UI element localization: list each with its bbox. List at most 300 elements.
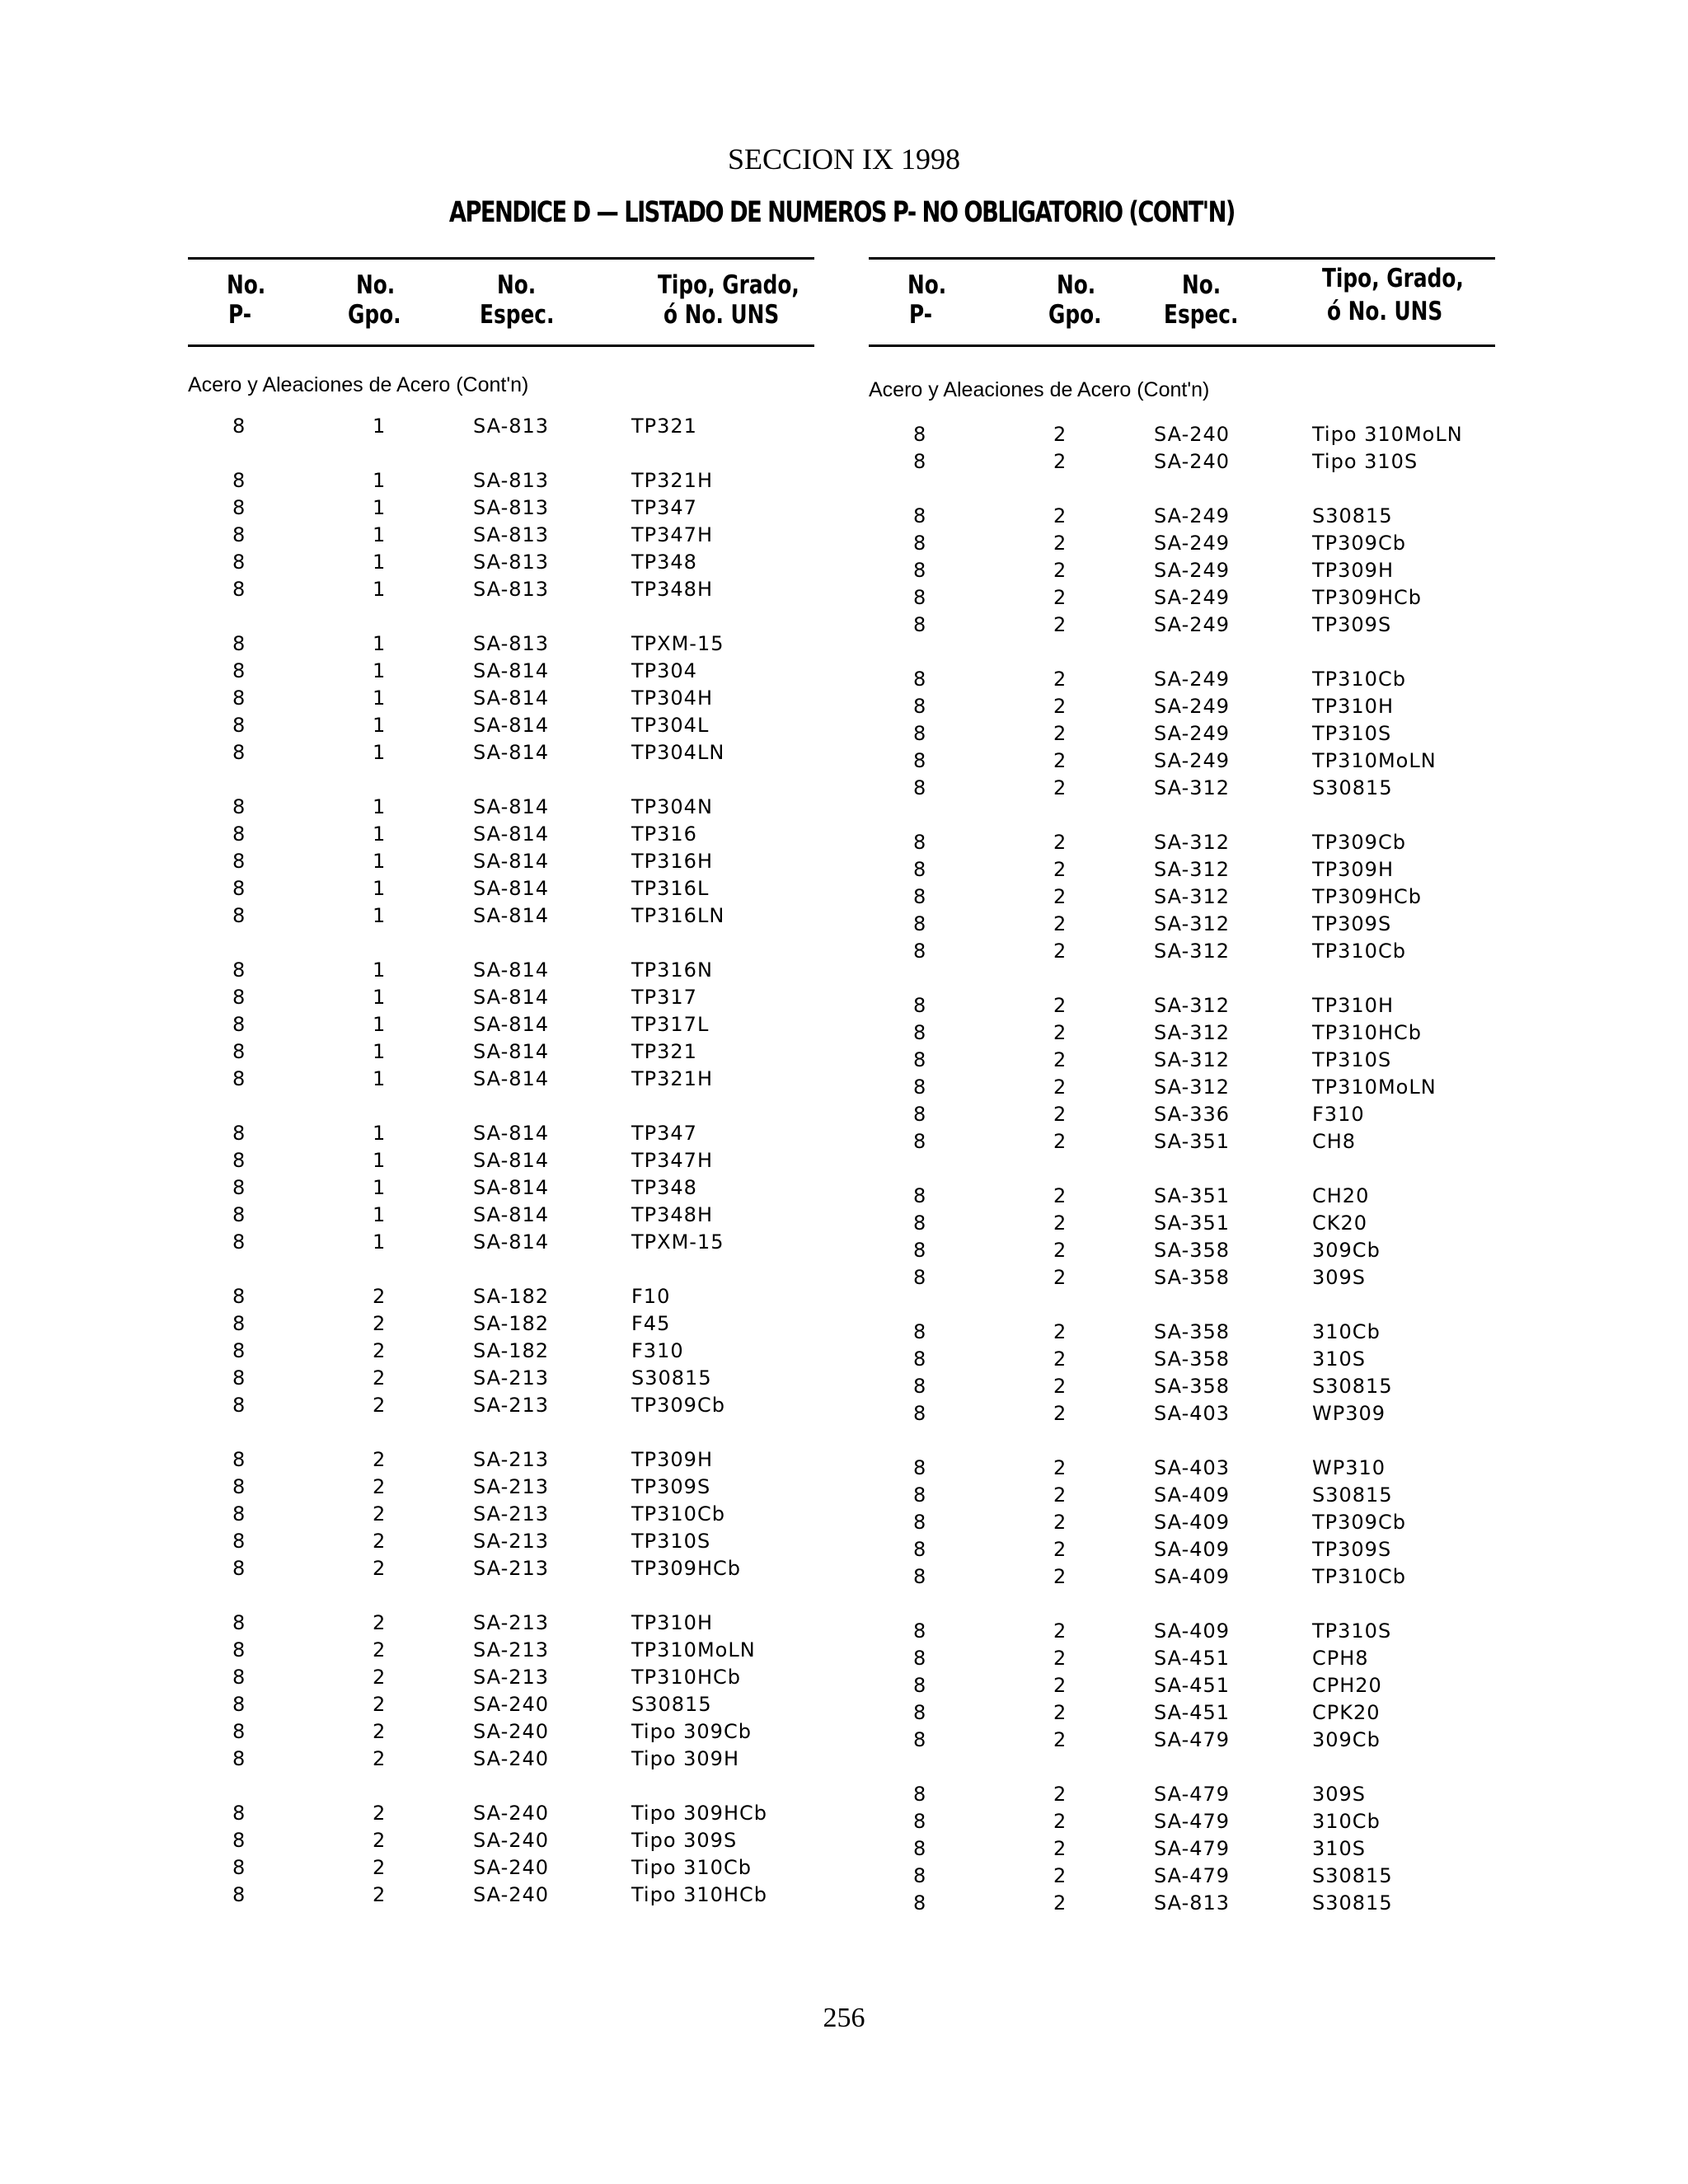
grade-cell: F10 — [631, 1285, 671, 1308]
group-number-cell: 2 — [1053, 749, 1067, 772]
grade-cell: TP310MoLN — [1312, 749, 1437, 772]
spec-number-cell: SA-213 — [473, 1448, 550, 1471]
grade-cell: TP309S — [1312, 613, 1392, 636]
spec-number-cell: SA-814 — [473, 714, 550, 737]
p-number-cell: 8 — [913, 1701, 927, 1724]
p-number-cell: 8 — [913, 1048, 927, 1071]
table-row — [869, 668, 1495, 695]
spec-number-cell: SA-240 — [473, 1829, 550, 1852]
group-number-cell: 2 — [1053, 1456, 1067, 1479]
spec-number-cell: SA-813 — [473, 523, 550, 546]
group-number-cell: 2 — [1053, 1701, 1067, 1724]
grade-cell: TP309Cb — [1312, 831, 1406, 854]
grade-cell: 310S — [1312, 1837, 1367, 1860]
grade-cell: Tipo 309H — [631, 1747, 739, 1770]
spec-number-cell: SA-182 — [473, 1339, 550, 1362]
p-number-cell: 8 — [232, 1475, 246, 1498]
spec-number-cell: SA-249 — [1154, 613, 1231, 636]
grade-cell: TP310HCb — [631, 1666, 741, 1689]
p-number-cell: 8 — [913, 1239, 927, 1262]
p-number-cell: 8 — [913, 1103, 927, 1126]
table-row — [188, 632, 814, 659]
group-number-cell: 2 — [1053, 695, 1067, 718]
table-row — [869, 695, 1495, 722]
grade-cell: S30815 — [1312, 504, 1393, 527]
spec-number-cell: SA-814 — [473, 659, 550, 682]
p-number-cell: 8 — [913, 423, 927, 446]
row-group — [188, 469, 814, 605]
header-tipo-line1: Tipo, Grado, — [658, 270, 799, 300]
grade-cell: Tipo 309HCb — [631, 1802, 767, 1825]
group-number-cell: 2 — [373, 1312, 387, 1335]
grade-cell: 310S — [1312, 1347, 1367, 1371]
grade-cell: TP321H — [631, 469, 713, 492]
row-group — [188, 1285, 814, 1421]
grade-cell: Tipo 309S — [631, 1829, 738, 1852]
p-number-cell: 8 — [913, 1511, 927, 1534]
column-headers — [188, 260, 814, 344]
spec-number-cell: SA-213 — [473, 1666, 550, 1689]
group-number-cell: 2 — [1053, 940, 1067, 963]
table-row — [188, 1067, 814, 1094]
group-number-cell: 2 — [1053, 722, 1067, 745]
spec-number-cell: SA-451 — [1154, 1674, 1231, 1697]
grade-cell: TP304LN — [631, 741, 725, 764]
grade-cell: Tipo 310Cb — [631, 1856, 752, 1879]
spec-number-cell: SA-312 — [1154, 1021, 1231, 1044]
group-number-cell: 2 — [1053, 1266, 1067, 1289]
spec-number-cell: SA-814 — [473, 1122, 550, 1145]
table-row — [869, 1212, 1495, 1239]
group-number-cell: 2 — [1053, 1837, 1067, 1860]
group-number-cell: 1 — [373, 415, 387, 438]
group-number-cell: 2 — [1053, 1048, 1067, 1071]
spec-number-cell: SA-813 — [473, 415, 550, 438]
grade-cell: TP347 — [631, 496, 697, 519]
p-number-cell: 8 — [232, 1638, 246, 1661]
grade-cell: TP309H — [1312, 858, 1394, 881]
grade-cell: Tipo 310S — [1312, 450, 1418, 473]
group-number-cell: 1 — [373, 714, 387, 737]
table-row — [188, 578, 814, 605]
group-number-cell: 1 — [373, 496, 387, 519]
group-number-cell: 2 — [1053, 1021, 1067, 1044]
group-number-cell: 1 — [373, 578, 387, 601]
spec-number-cell: SA-312 — [1154, 994, 1231, 1017]
table-row — [869, 994, 1495, 1021]
p-number-cell: 8 — [232, 1230, 246, 1254]
spec-number-cell: SA-182 — [473, 1285, 550, 1308]
group-number-cell: 2 — [1053, 994, 1067, 1017]
grade-cell: S30815 — [1312, 1891, 1393, 1915]
spec-number-cell: SA-312 — [1154, 1076, 1231, 1099]
grade-cell: F45 — [631, 1312, 671, 1335]
grade-cell: TP348 — [631, 1176, 697, 1199]
table-row — [869, 1783, 1495, 1810]
grade-cell: TP310Cb — [1312, 668, 1406, 691]
spec-number-cell: SA-240 — [473, 1720, 550, 1743]
table-row — [869, 1402, 1495, 1429]
row-group — [869, 1783, 1495, 1919]
group-number-cell: 2 — [1053, 1130, 1067, 1153]
p-number-cell: 8 — [232, 1366, 246, 1390]
row-group — [869, 1456, 1495, 1592]
table-row — [188, 823, 814, 850]
group-number-cell: 2 — [373, 1530, 387, 1553]
group-number-cell: 2 — [1053, 831, 1067, 854]
p-number-cell: 8 — [913, 504, 927, 527]
table-row — [188, 958, 814, 986]
table-row — [869, 1728, 1495, 1755]
spec-number-cell: SA-814 — [473, 850, 550, 873]
row-group — [188, 958, 814, 1094]
p-number-cell: 8 — [232, 714, 246, 737]
table-row — [869, 776, 1495, 804]
p-number-cell: 8 — [232, 795, 246, 818]
table-row — [188, 1230, 814, 1258]
p-number-cell: 8 — [232, 1176, 246, 1199]
group-number-cell: 2 — [1053, 1810, 1067, 1833]
group-number-cell: 1 — [373, 551, 387, 574]
spec-number-cell: SA-409 — [1154, 1511, 1231, 1534]
grade-cell: TP310Cb — [1312, 1565, 1406, 1588]
grade-cell: TP316H — [631, 850, 713, 873]
table-row — [188, 1394, 814, 1421]
p-number-cell: 8 — [913, 1837, 927, 1860]
p-number-cell: 8 — [232, 1666, 246, 1689]
spec-number-cell: SA-814 — [473, 1230, 550, 1254]
p-number-cell: 8 — [232, 1611, 246, 1634]
grade-cell: TP310H — [1312, 695, 1394, 718]
left-table-body — [188, 415, 814, 1910]
group-number-cell: 2 — [373, 1285, 387, 1308]
table-row — [869, 1239, 1495, 1266]
grade-cell: TP310MoLN — [1312, 1076, 1437, 1099]
group-number-cell: 2 — [1053, 1184, 1067, 1207]
table-row — [188, 1475, 814, 1502]
table-row — [869, 1619, 1495, 1647]
grade-cell: TP317L — [631, 1013, 710, 1036]
table-row — [869, 1565, 1495, 1592]
row-group — [188, 1802, 814, 1910]
table-row — [188, 523, 814, 551]
spec-number-cell: SA-249 — [1154, 504, 1231, 527]
group-number-cell: 1 — [373, 741, 387, 764]
grade-cell: TP310H — [631, 1611, 713, 1634]
table-row — [188, 1203, 814, 1230]
spec-number-cell: SA-479 — [1154, 1783, 1231, 1806]
p-number-cell: 8 — [232, 1693, 246, 1716]
grade-cell: TP309S — [631, 1475, 711, 1498]
spec-number-cell: SA-312 — [1154, 885, 1231, 908]
grade-cell: TP309S — [1312, 1538, 1392, 1561]
group-number-cell: 1 — [373, 523, 387, 546]
grade-cell: WP309 — [1312, 1402, 1386, 1425]
header-no-espec-line2: Espec. — [480, 300, 555, 330]
p-number-cell: 8 — [232, 1285, 246, 1308]
grade-cell: TP310S — [631, 1530, 711, 1553]
table-row — [869, 1375, 1495, 1402]
p-number-cell: 8 — [232, 415, 246, 438]
p-number-cell: 8 — [232, 741, 246, 764]
spec-number-cell: SA-409 — [1154, 1619, 1231, 1643]
p-number-cell: 8 — [913, 1320, 927, 1343]
p-number-cell: 8 — [232, 1013, 246, 1036]
p-number-cell: 8 — [232, 877, 246, 900]
p-number-cell: 8 — [232, 1040, 246, 1063]
grade-cell: F310 — [1312, 1103, 1365, 1126]
grade-cell: CPH20 — [1312, 1674, 1382, 1697]
spec-number-cell: SA-358 — [1154, 1347, 1231, 1371]
table-row — [869, 1891, 1495, 1919]
table-row — [188, 1339, 814, 1366]
table-row — [869, 1103, 1495, 1130]
row-group — [869, 668, 1495, 804]
header-bottom-rule — [188, 344, 814, 347]
table-row — [188, 877, 814, 904]
table-row — [869, 559, 1495, 586]
section-label: Acero y Aleaciones de Acero (Cont'n) — [869, 378, 1210, 401]
table-row — [188, 1856, 814, 1883]
grade-cell: TP316N — [631, 958, 713, 982]
spec-number-cell: SA-213 — [473, 1502, 550, 1526]
group-number-cell: 1 — [373, 958, 387, 982]
p-number-cell: 8 — [913, 885, 927, 908]
group-number-cell: 2 — [1053, 1511, 1067, 1534]
group-number-cell: 2 — [373, 1666, 387, 1689]
row-group — [188, 1122, 814, 1258]
group-number-cell: 2 — [373, 1747, 387, 1770]
grade-cell: TP304L — [631, 714, 710, 737]
group-number-cell: 2 — [1053, 668, 1067, 691]
spec-number-cell: SA-479 — [1154, 1728, 1231, 1751]
header-tipo-line1: Tipo, Grado, — [1322, 264, 1464, 293]
group-number-cell: 2 — [1053, 423, 1067, 446]
p-number-cell: 8 — [913, 858, 927, 881]
grade-cell: CPK20 — [1312, 1701, 1381, 1724]
grade-cell: TP321 — [631, 1040, 697, 1063]
p-number-cell: 8 — [232, 1122, 246, 1145]
table-row — [869, 1647, 1495, 1674]
group-number-cell: 1 — [373, 469, 387, 492]
table-row — [188, 741, 814, 768]
table-row — [869, 1864, 1495, 1891]
table-row — [188, 1285, 814, 1312]
spec-number-cell: SA-814 — [473, 741, 550, 764]
table-row — [188, 1312, 814, 1339]
group-number-cell: 2 — [1053, 1783, 1067, 1806]
grade-cell: 309Cb — [1312, 1728, 1381, 1751]
spec-number-cell: SA-312 — [1154, 1048, 1231, 1071]
p-number-cell: 8 — [913, 1674, 927, 1697]
group-number-cell: 2 — [1053, 1483, 1067, 1507]
grade-cell: CH8 — [1312, 1130, 1357, 1153]
table-row — [188, 1040, 814, 1067]
spec-number-cell: SA-182 — [473, 1312, 550, 1335]
table-row — [869, 423, 1495, 450]
spec-number-cell: SA-312 — [1154, 858, 1231, 881]
grade-cell: S30815 — [631, 1366, 712, 1390]
group-number-cell: 1 — [373, 1203, 387, 1226]
header-no-gpo-line1: No. — [1057, 270, 1096, 300]
spec-number-cell: SA-336 — [1154, 1103, 1231, 1126]
p-number-cell: 8 — [913, 831, 927, 854]
group-number-cell: 2 — [1053, 1538, 1067, 1561]
header-no-espec-line2: Espec. — [1164, 300, 1239, 330]
grade-cell: S30815 — [631, 1693, 712, 1716]
spec-number-cell: SA-814 — [473, 877, 550, 900]
table-row — [869, 1483, 1495, 1511]
table-row — [869, 586, 1495, 613]
table-row — [869, 504, 1495, 532]
spec-number-cell: SA-814 — [473, 1149, 550, 1172]
spec-number-cell: SA-814 — [473, 1176, 550, 1199]
header-bottom-rule — [869, 344, 1495, 347]
table-row — [188, 904, 814, 931]
grade-cell: TP309Cb — [1312, 1511, 1406, 1534]
table-row — [869, 1837, 1495, 1864]
grade-cell: TP316LN — [631, 904, 725, 927]
p-number-cell: 8 — [232, 823, 246, 846]
grade-cell: TP310Cb — [631, 1502, 725, 1526]
p-number-cell: 8 — [232, 1448, 246, 1471]
grade-cell: TP347H — [631, 1149, 713, 1172]
row-group — [869, 1184, 1495, 1293]
table-row — [869, 858, 1495, 885]
grade-cell: CPH8 — [1312, 1647, 1369, 1670]
column-headers — [869, 260, 1495, 344]
spec-number-cell: SA-312 — [1154, 776, 1231, 799]
row-group — [869, 1619, 1495, 1755]
spec-number-cell: SA-312 — [1154, 940, 1231, 963]
p-number-cell: 8 — [232, 1394, 246, 1417]
grade-cell: TP348 — [631, 551, 697, 574]
p-number-cell: 8 — [913, 1538, 927, 1561]
table-row — [188, 1693, 814, 1720]
group-number-cell: 1 — [373, 904, 387, 927]
table-row — [869, 1130, 1495, 1157]
p-number-cell: 8 — [232, 1802, 246, 1825]
header-no-p-line1: No. — [227, 270, 266, 300]
right-table-body — [869, 423, 1495, 1919]
group-number-cell: 1 — [373, 1067, 387, 1090]
group-number-cell: 1 — [373, 1176, 387, 1199]
group-number-cell: 1 — [373, 986, 387, 1009]
grade-cell: 309S — [1312, 1266, 1367, 1289]
grade-cell: 309S — [1312, 1783, 1367, 1806]
group-number-cell: 2 — [1053, 1565, 1067, 1588]
spec-number-cell: SA-409 — [1154, 1565, 1231, 1588]
group-number-cell: 2 — [373, 1638, 387, 1661]
p-number-cell: 8 — [913, 1647, 927, 1670]
p-number-cell: 8 — [913, 749, 927, 772]
p-number-cell: 8 — [232, 632, 246, 655]
table-row — [188, 1720, 814, 1747]
group-number-cell: 1 — [373, 823, 387, 846]
spec-number-cell: SA-213 — [473, 1366, 550, 1390]
table-row — [869, 532, 1495, 559]
group-number-cell: 2 — [373, 1475, 387, 1498]
group-number-cell: 2 — [1053, 1239, 1067, 1262]
table-row — [869, 1810, 1495, 1837]
spec-number-cell: SA-358 — [1154, 1320, 1231, 1343]
p-number-cell: 8 — [913, 613, 927, 636]
p-number-cell: 8 — [232, 1203, 246, 1226]
spec-number-cell: SA-813 — [473, 469, 550, 492]
grade-cell: TP309Cb — [1312, 532, 1406, 555]
spec-number-cell: SA-814 — [473, 958, 550, 982]
group-number-cell: 1 — [373, 659, 387, 682]
p-number-cell: 8 — [913, 450, 927, 473]
group-number-cell: 2 — [373, 1856, 387, 1879]
grade-cell: TP309Cb — [631, 1394, 725, 1417]
spec-number-cell: SA-814 — [473, 795, 550, 818]
table-row — [188, 1802, 814, 1829]
group-number-cell: 2 — [1053, 1891, 1067, 1915]
grade-cell: TP309H — [1312, 559, 1394, 582]
grade-cell: TP309HCb — [1312, 586, 1422, 609]
group-number-cell: 2 — [373, 1557, 387, 1580]
spec-number-cell: SA-249 — [1154, 532, 1231, 555]
table-row — [188, 1747, 814, 1774]
spec-number-cell: SA-813 — [473, 632, 550, 655]
spec-number-cell: SA-358 — [1154, 1266, 1231, 1289]
table-row — [188, 1611, 814, 1638]
group-number-cell: 2 — [1053, 1647, 1067, 1670]
spec-number-cell: SA-358 — [1154, 1375, 1231, 1398]
grade-cell: TP317 — [631, 986, 697, 1009]
group-number-cell: 1 — [373, 1040, 387, 1063]
spec-number-cell: SA-814 — [473, 1203, 550, 1226]
group-number-cell: 2 — [1053, 613, 1067, 636]
group-number-cell: 2 — [373, 1883, 387, 1906]
group-number-cell: 2 — [1053, 776, 1067, 799]
group-number-cell: 1 — [373, 795, 387, 818]
p-number-cell: 8 — [913, 1184, 927, 1207]
p-number-cell: 8 — [232, 1747, 246, 1770]
group-number-cell: 2 — [1053, 885, 1067, 908]
group-number-cell: 1 — [373, 1230, 387, 1254]
p-number-cell: 8 — [913, 1021, 927, 1044]
grade-cell: S30815 — [1312, 1864, 1393, 1887]
table-row — [188, 1829, 814, 1856]
grade-cell: Tipo 309Cb — [631, 1720, 752, 1743]
p-number-cell: 8 — [232, 986, 246, 1009]
grade-cell: TP321 — [631, 415, 697, 438]
p-number-cell: 8 — [913, 668, 927, 691]
section-label: Acero y Aleaciones de Acero (Cont'n) — [188, 373, 529, 396]
p-number-cell: 8 — [232, 1856, 246, 1879]
spec-number-cell: SA-240 — [473, 1883, 550, 1906]
header-no-espec-line1: No. — [497, 270, 537, 300]
p-number-cell: 8 — [913, 776, 927, 799]
grade-cell: F310 — [631, 1339, 684, 1362]
spec-number-cell: SA-403 — [1154, 1456, 1231, 1479]
table-row — [869, 1347, 1495, 1375]
group-number-cell: 2 — [373, 1448, 387, 1471]
grade-cell: 310Cb — [1312, 1320, 1381, 1343]
grade-cell: TP348H — [631, 1203, 713, 1226]
grade-cell: 309Cb — [1312, 1239, 1381, 1262]
p-number-cell: 8 — [913, 559, 927, 582]
row-group — [188, 1448, 814, 1584]
spec-number-cell: SA-358 — [1154, 1239, 1231, 1262]
p-number-cell: 8 — [232, 687, 246, 710]
table-row — [188, 1883, 814, 1910]
table-row — [869, 1674, 1495, 1701]
group-number-cell: 1 — [373, 877, 387, 900]
spec-number-cell: SA-249 — [1154, 749, 1231, 772]
